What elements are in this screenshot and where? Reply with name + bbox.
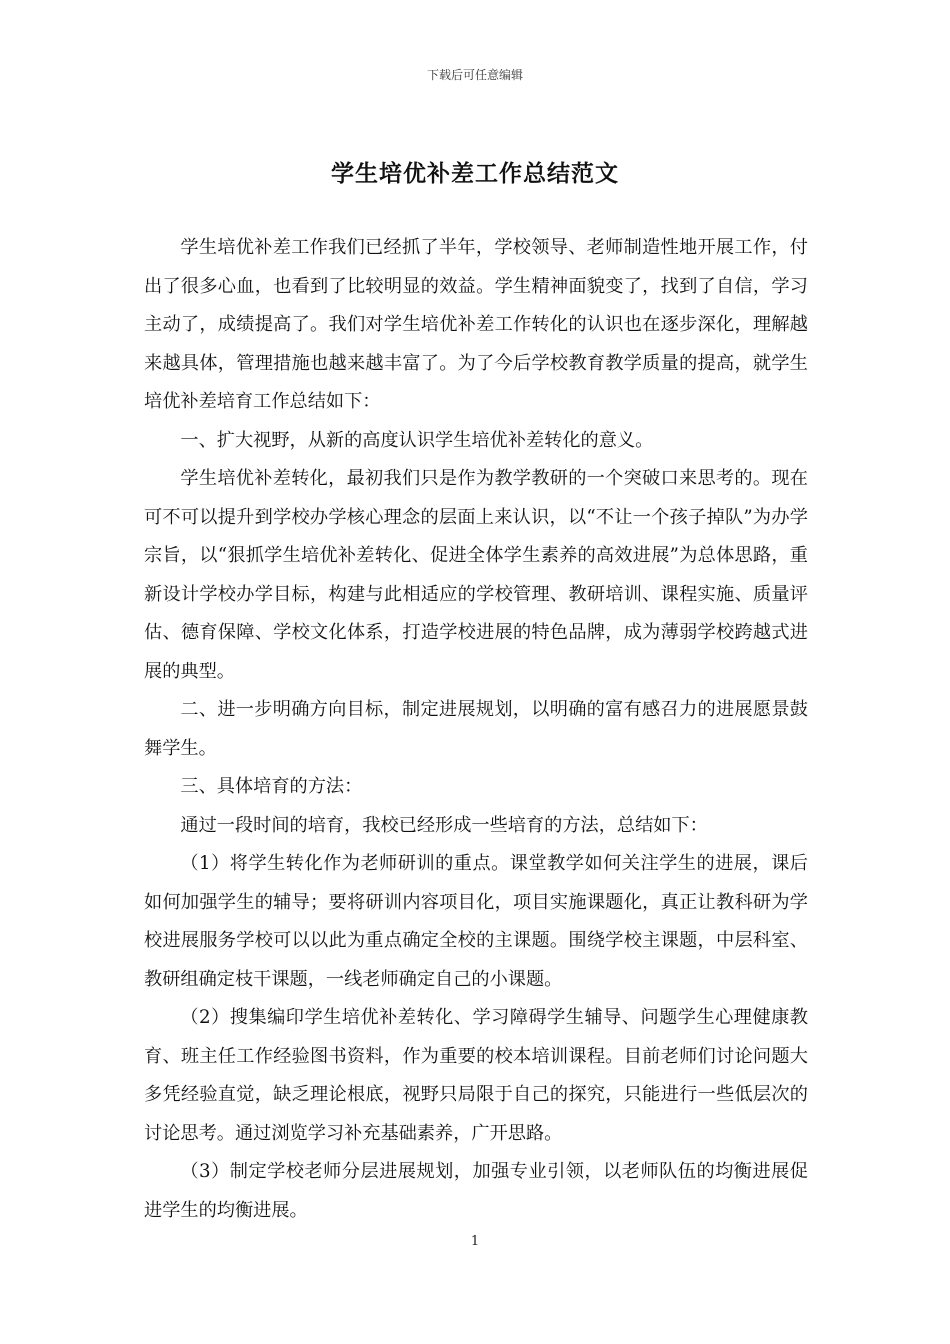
page-number: 1: [470, 1234, 480, 1249]
paragraph-method-2: （2）搜集编印学生培优补差转化、学习障碍学生辅导、问题学生心理健康教育、班主任工作经验图书资料，作为重要的校本培训课程。目前老师们讨论问题大多凭经验直觉，缺乏理论根底，视野只局限于自己的探究，只能进行一些低层次的讨论思考。通过浏览学习补充基础素养，广开思路。: [144, 1007, 808, 1144]
paragraph-intro: 学生培优补差工作我们已经抓了半年，学校领导、老师制造性地开展工作，付出了很多心血，也看到了比较明显的效益。学生精神面貌变了，找到了自信，学习主动了，成绩提高了。我们对学生培优补差工作转化的认识也在逐步深化，理解越来越具体，管理措施也越来越丰富了。为了今后学校教育教学质量的提高，就学生培优补差培育工作总结如下：: [144, 237, 808, 412]
header-note: 下载后可任意编辑: [426, 68, 523, 82]
paragraph-section-3-heading: 三、具体培育的方法：: [180, 776, 363, 797]
paragraph-method-3: （3）制定学校老师分层进展规划，加强专业引领，以老师队伍的均衡进展促进学生的均衡进展。: [144, 1161, 808, 1221]
document-body: [144, 229, 808, 1230]
paragraph-section-1-body: 学生培优补差转化，最初我们只是作为教学教研的一个突破口来思考的。现在可不可以提升到学校办学核心理念的层面上来认识，以“不让一个孩子掉队”为办学宗旨，以“狠抓学生培优补差转化、促进全体学生素养的高效进展”为总体思路，重新设计学校办学目标，构建与此相适应的学校管理、教研培训、课程实施、质量评估、德育保障、学校文化体系，打造学校进展的特色品牌，成为薄弱学校跨越式进展的典型。: [144, 468, 808, 682]
document-title: 学生培优补差工作总结范文: [331, 160, 619, 187]
paragraph-section-1-heading: 一、扩大视野，从新的高度认识学生培优补差转化的意义。: [180, 429, 654, 451]
paragraph-section-3-intro: 通过一段时间的培育，我校已经形成一些培育的方法，总结如下：: [180, 814, 708, 836]
paragraph-method-1: （1）将学生转化作为老师研训的重点。课堂教学如何关注学生的进展，课后如何加强学生的辅导；要将研训内容项目化，项目实施课题化，真正让教科研为学校进展服务学校可以以此为重点确定全校的主课题。围绕学校主课题，中层科室、教研组确定枝干课题，一线老师确定自己的小课题。: [144, 853, 808, 990]
paragraph-section-2-heading: 二、进一步明确方向目标，制定进展规划，以明确的富有感召力的进展愿景鼓舞学生。: [144, 699, 808, 759]
